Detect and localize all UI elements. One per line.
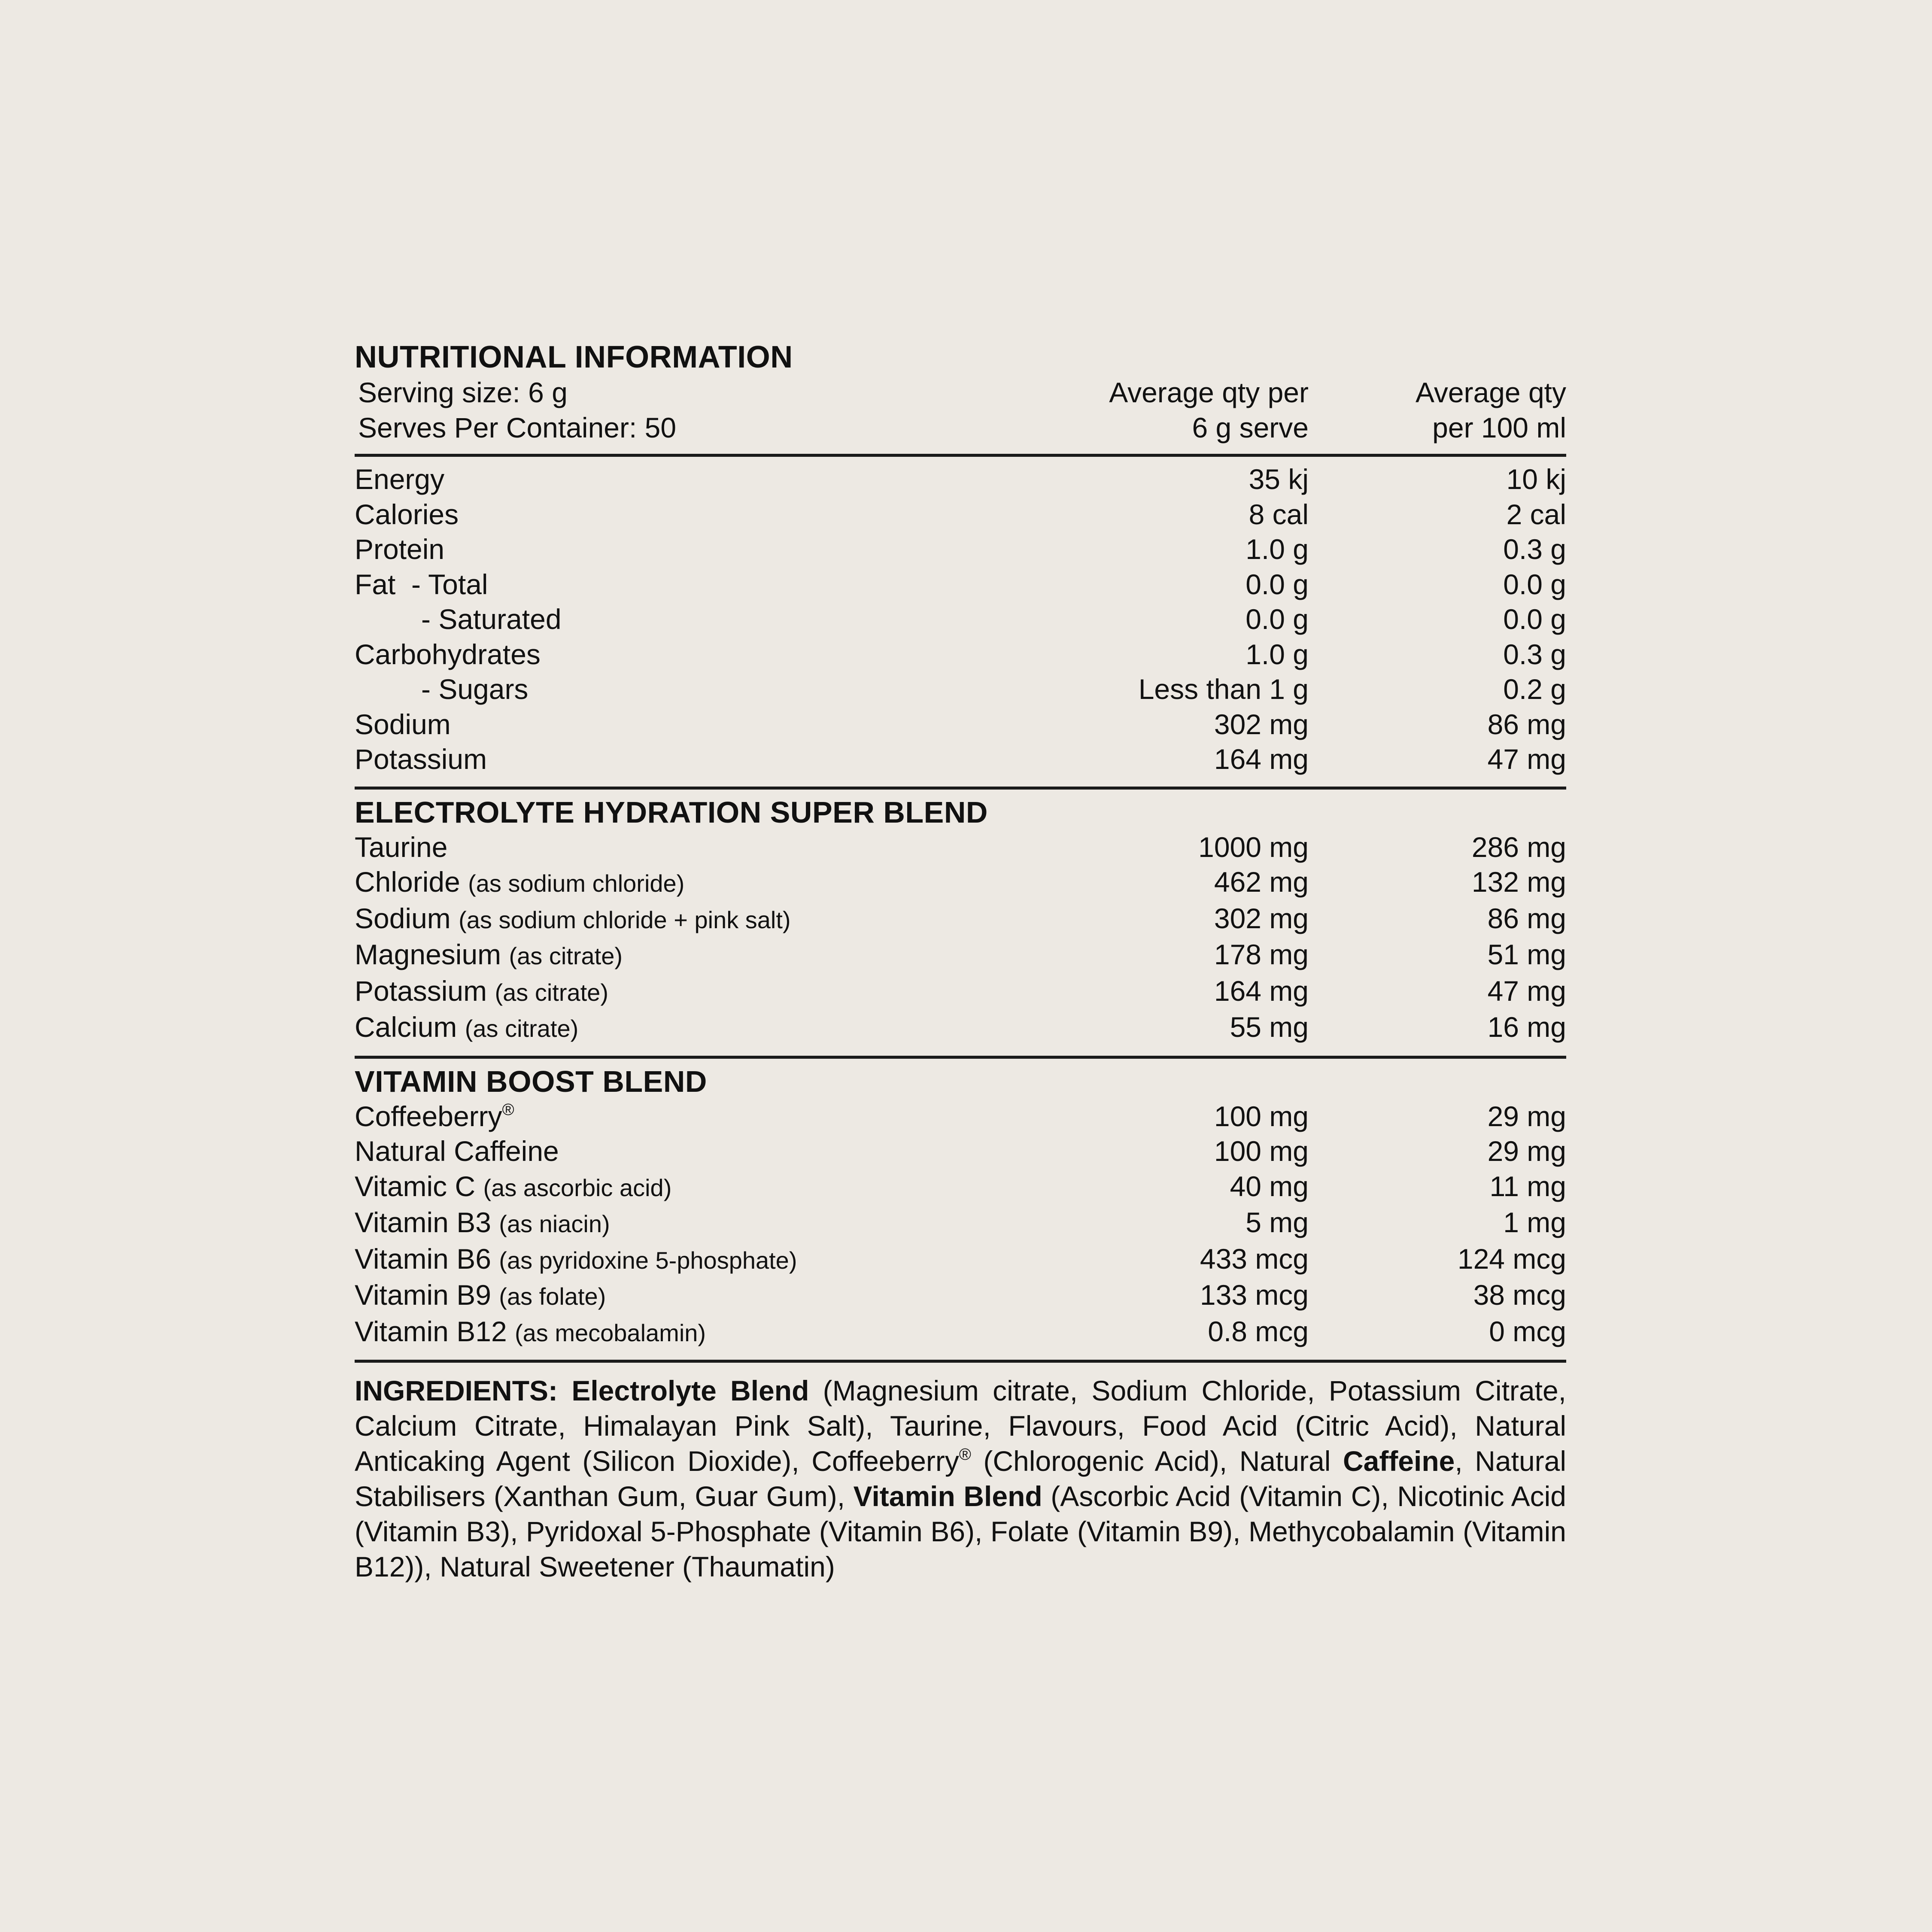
table-row [355,1278,1566,1314]
table-row [355,707,1566,742]
row-serve-value: 1.0 g [1245,533,1309,565]
row-serve-value: Less than 1 g [1138,673,1309,705]
row-serve-value: 302 mg [1214,902,1309,934]
row-serve-value: 1.0 g [1245,638,1309,670]
table-row [355,1134,1566,1169]
row-label: Sodium [355,902,451,934]
row-note: (as mecobalamin) [515,1319,706,1346]
row-100ml-value: 29 mg [1487,1135,1566,1167]
row-100ml-value: 0.0 g [1503,603,1566,635]
electrolyte-blend-label: Electrolyte Blend [571,1375,809,1406]
divider [355,454,1566,457]
serving-info [355,375,1008,445]
row-label: Vitamin B9 [355,1279,491,1311]
table-row [355,532,1566,567]
row-serve-value: 164 mg [1214,975,1309,1007]
table-row [355,901,1566,938]
serving-header [355,375,1566,454]
table-row [355,1169,1566,1206]
row-note: (as folate) [499,1283,606,1310]
row-serve-value: 1000 mg [1198,831,1309,863]
row-serve-value: 178 mg [1214,939,1309,970]
row-note: (as citrate) [509,942,623,969]
table-row [355,1205,1566,1242]
table-row [355,974,1566,1010]
row-100ml-value: 2 cal [1506,498,1566,530]
row-serve-value: 100 mg [1214,1135,1309,1167]
row-serve-value: 433 mcg [1200,1242,1309,1275]
divider [355,1056,1566,1059]
row-100ml-value: 11 mg [1489,1170,1566,1202]
serves-per-container: Serves Per Container: 50 [358,411,677,444]
row-label: Protein [355,533,445,565]
divider [355,787,1566,790]
row-label: Natural Caffeine [355,1135,559,1167]
vitamin-section [355,1059,1566,1360]
row-label: Sodium [355,708,451,740]
row-100ml-value: 124 mcg [1457,1242,1566,1275]
table-row [355,830,1566,865]
ingredients-heading: INGREDIENTS: [355,1375,558,1406]
row-label: - Sugars [421,673,529,705]
row-serve-value: 8 cal [1249,498,1309,530]
row-label: Coffeeberry [355,1100,502,1132]
row-note: (as citrate) [495,978,608,1006]
table-row [355,865,1566,901]
row-label: Calories [355,498,459,530]
row-100ml-value: 10 kj [1506,463,1566,495]
registered-mark: ® [502,1100,514,1119]
table-row [355,1242,1566,1278]
row-100ml-value: 0.0 g [1503,568,1566,600]
row-note: (as pyridoxine 5-phosphate) [499,1246,797,1274]
row-100ml-value: 0.3 g [1503,638,1566,670]
ingredients-text: INGREDIENTS: Electrolyte Blend (Magnesium citrate, Sodium Chloride, Potassium Citrate, Calcium Citrate, Himalayan Pink Salt), Taurine, Flavours, Food Acid (Citric Acid), Natural Anticaking Agent (Silicon Dioxide), Coffeeberry® (Chlorogenic Acid), Natural Caffeine, Natural Stabilisers (Xanthan Gum, Guar Gum), Vitamin Blend (Ascorbic Acid (Vitamin C), Nicotinic Acid (Vitamin B3), Pyridoxal 5-Phosphate (Vitamin B6), Folate (Vitamin B9), Methycobalamin (Vitamin B12)), Natural Sweetener (Thaumatin) [355,1375,1566,1583]
row-serve-value: 5 mg [1245,1206,1309,1238]
row-note: (as citrate) [465,1015,579,1042]
section-title: VITAMIN BOOST BLEND [355,1064,707,1098]
vitamin-blend-label: Vitamin Blend [853,1480,1042,1512]
column-header-serve: Average qty per 6 g serve [1109,377,1309,444]
row-serve-value: 164 mg [1214,743,1309,775]
row-label: Potassium [355,975,487,1007]
row-100ml-value: 47 mg [1487,975,1566,1007]
row-label: Fat - Total [355,568,488,600]
row-label: - Saturated [421,603,562,635]
row-100ml-value: 16 mg [1487,1011,1566,1043]
caffeine-label: Caffeine [1343,1445,1455,1477]
row-100ml-value: 38 mcg [1473,1279,1566,1311]
row-label: Vitamin B6 [355,1242,491,1275]
row-label: Carbohydrates [355,638,541,670]
table-row [355,602,1566,637]
table-row [355,497,1566,532]
row-100ml-value: 29 mg [1487,1100,1566,1132]
row-serve-value: 40 mg [1230,1170,1309,1202]
table-row [355,742,1566,777]
row-100ml-value: 86 mg [1487,708,1566,740]
row-label: Energy [355,463,445,495]
row-note: (as niacin) [499,1210,610,1237]
row-100ml-value: 286 mg [1471,831,1566,863]
row-serve-value: 302 mg [1214,708,1309,740]
row-note: (as sodium chloride) [468,870,685,897]
row-note: (as ascorbic acid) [483,1174,672,1201]
page-title: NUTRITIONAL INFORMATION [355,340,793,374]
electrolyte-section [355,790,1566,1056]
row-serve-value: 35 kj [1249,463,1309,495]
row-label: Potassium [355,743,487,775]
row-100ml-value: 51 mg [1487,939,1566,970]
table-row [355,1010,1566,1046]
row-label: Calcium [355,1011,457,1043]
row-label: Vitamin B12 [355,1315,507,1347]
row-note: (as sodium chloride + pink salt) [459,906,791,933]
table-row [355,1099,1566,1134]
row-label: Taurine [355,831,448,863]
row-100ml-value: 0 mcg [1489,1315,1566,1347]
row-label: Chloride [355,866,460,898]
table-row [355,567,1566,602]
table-row [355,672,1566,707]
row-100ml-value: 1 mg [1503,1206,1566,1238]
row-serve-value: 133 mcg [1200,1279,1309,1311]
row-serve-value: 100 mg [1214,1100,1309,1132]
column-header-100ml: Average qty per 100 ml [1415,377,1566,444]
row-label: Vitamic C [355,1170,476,1202]
nutrition-panel [355,339,1566,1613]
row-100ml-value: 0.2 g [1503,673,1566,705]
table-row [355,937,1566,974]
row-serve-value: 0.0 g [1245,603,1309,635]
nutrition-section [355,457,1566,787]
serving-size: Serving size: 6 g [358,377,568,408]
row-serve-value: 0.8 mcg [1208,1315,1309,1347]
row-label: Magnesium [355,939,501,970]
table-row [355,462,1566,497]
divider [355,1360,1566,1363]
row-100ml-value: 86 mg [1487,902,1566,934]
row-label: Vitamin B3 [355,1206,491,1238]
table-row [355,1314,1566,1351]
row-100ml-value: 47 mg [1487,743,1566,775]
row-100ml-value: 0.3 g [1503,533,1566,565]
section-title: ELECTROLYTE HYDRATION SUPER BLEND [355,795,988,829]
table-row [355,637,1566,672]
registered-mark: ® [959,1446,971,1464]
row-100ml-value: 132 mg [1471,866,1566,898]
row-serve-value: 55 mg [1230,1011,1309,1043]
row-serve-value: 462 mg [1214,866,1309,898]
row-serve-value: 0.0 g [1245,568,1309,600]
